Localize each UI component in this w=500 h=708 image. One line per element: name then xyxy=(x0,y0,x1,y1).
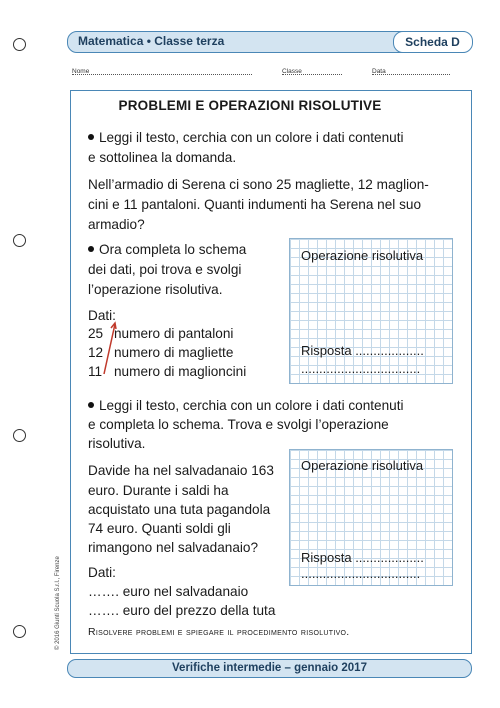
answer-line: ................................. xyxy=(301,566,421,581)
sheet-label: Scheda D xyxy=(393,31,473,53)
data-label: Dati: xyxy=(88,565,116,580)
answer-label: Risposta ................... xyxy=(301,343,424,358)
instruction-line: Leggi il testo, cerchia con un colore i dati contenuti xyxy=(88,396,404,415)
instruction-line: Leggi il testo, cerchia con un colore i dati contenuti xyxy=(88,128,404,147)
data-row: 12 numero di magliette xyxy=(88,345,234,360)
binder-hole xyxy=(13,429,26,442)
header-bar xyxy=(67,31,472,53)
bullet-icon xyxy=(87,133,95,141)
problem-line: 74 euro. Quanti soldi gli xyxy=(88,521,231,536)
name-label: Nome xyxy=(72,68,90,75)
data-row: 11 numero di maglioncini xyxy=(88,364,247,379)
task-line: l’operazione risolutiva. xyxy=(88,282,223,297)
binder-hole xyxy=(13,38,26,51)
problem-line: rimangono nel salvadanaio? xyxy=(88,540,259,555)
data-label: Dati: xyxy=(88,308,116,323)
bullet-icon xyxy=(87,245,95,253)
task-line: Ora completa lo schema xyxy=(88,240,246,259)
answer-label: Risposta ................... xyxy=(301,550,424,565)
learning-objective: Risolvere problemi e spiegare il procedimento risolutivo. xyxy=(88,626,350,638)
student-info-row xyxy=(72,68,470,78)
problem-line: euro. Durante i saldi ha xyxy=(88,483,229,498)
data-row: 25 numero di pantaloni xyxy=(88,326,234,341)
binder-hole xyxy=(13,625,26,638)
bullet-icon xyxy=(87,401,95,409)
data-row: ……. euro nel salvadanaio xyxy=(88,584,249,599)
problem-line: armadio? xyxy=(88,217,145,232)
name-field[interactable] xyxy=(72,68,252,75)
problem-line: Nell’armadio di Serena ci sono 25 magliette, 12 maglion- xyxy=(88,177,429,192)
data-row: ……. euro del prezzo della tuta xyxy=(88,603,276,618)
problem-line: Davide ha nel salvadanaio 163 xyxy=(88,463,274,478)
copyright-text: © 2016 Giunti Scuola S.r.l., Firenze xyxy=(55,556,61,650)
instruction-line: e completa lo schema. Trova e svolgi l’operazione xyxy=(88,417,389,432)
page-title: PROBLEMI E OPERAZIONI RISOLUTIVE xyxy=(118,98,382,113)
instruction-line: risolutiva. xyxy=(88,436,146,451)
instruction-line: e sottolinea la domanda. xyxy=(88,150,237,165)
date-label: Data xyxy=(372,68,386,75)
answer-line: ................................. xyxy=(301,361,421,376)
arrow-icon xyxy=(100,318,120,378)
problem-line: acquistato una tuta pagandola xyxy=(88,502,271,517)
subject-title: Matematica • Classe terza xyxy=(78,34,225,48)
class-field[interactable] xyxy=(282,68,342,75)
grid-title: Operazione risolutiva xyxy=(301,248,424,263)
class-label: Classe xyxy=(282,68,302,75)
date-field[interactable] xyxy=(372,68,450,75)
footer-bar: Verifiche intermedie – gennaio 2017 xyxy=(67,659,472,678)
grid-title: Operazione risolutiva xyxy=(301,458,424,473)
task-line: dei dati, poi trova e svolgi xyxy=(88,262,242,277)
binder-hole xyxy=(13,234,26,247)
problem-line: cini e 11 pantaloni. Quanti indumenti ha Serena nel suo xyxy=(88,197,422,212)
